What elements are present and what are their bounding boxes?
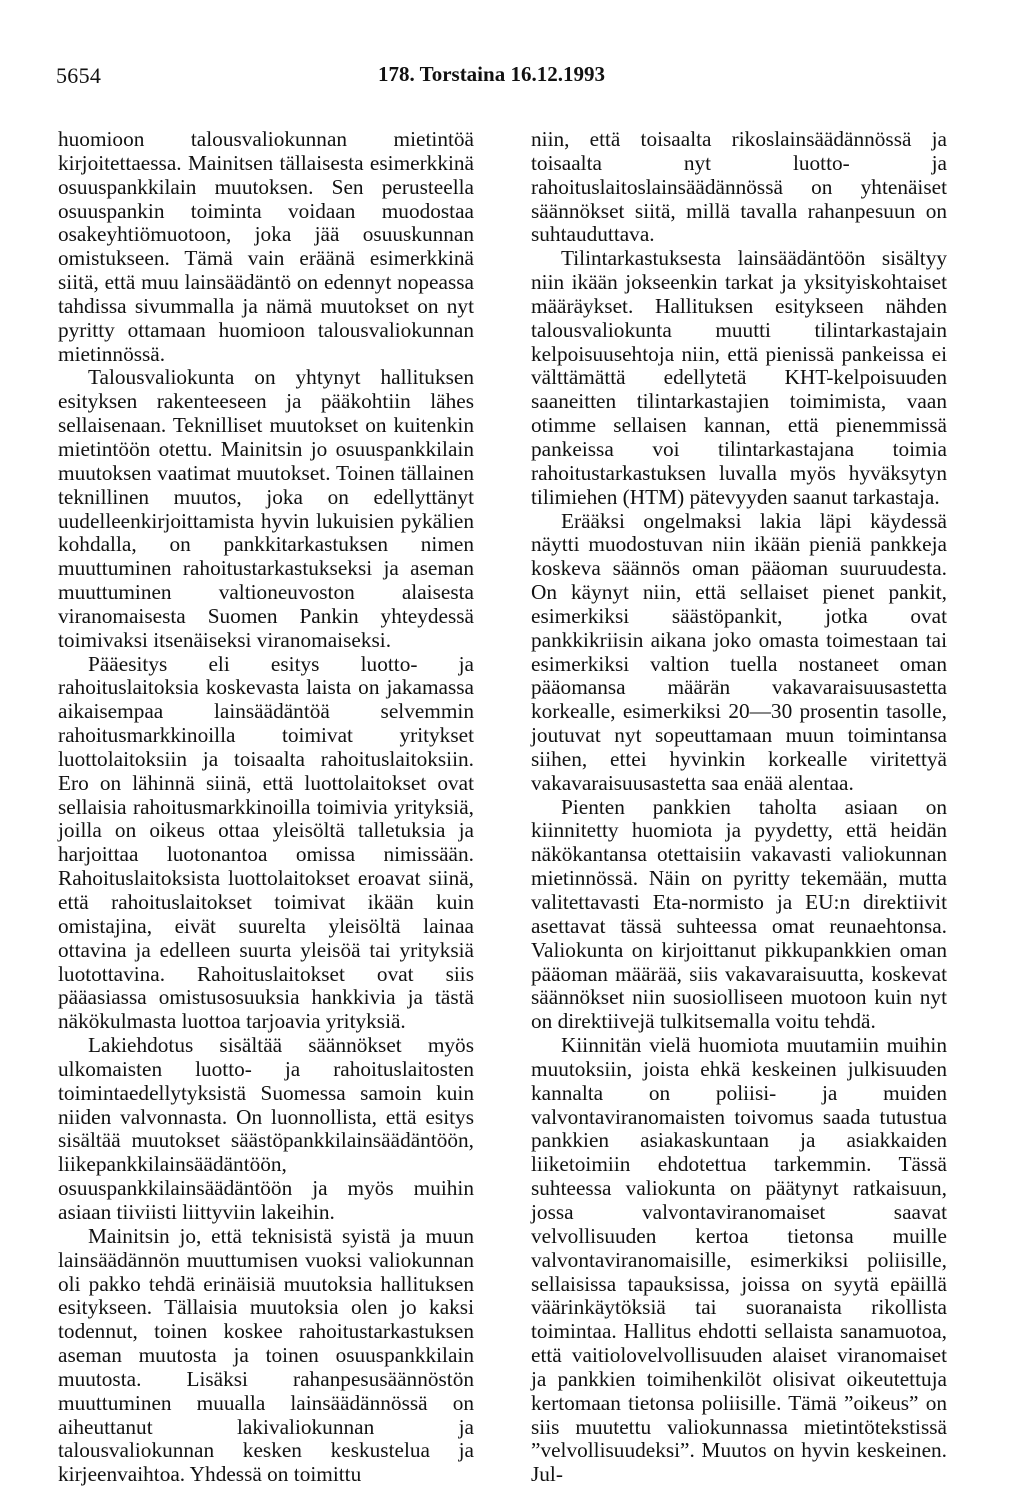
paragraph: Kiinnitän vielä huomiota muutamiin muihin muutoksiin, joista ehkä keskeinen julkisuuden kannalta on poliisi- ja muiden valvontaviranomaisten toivomus saada tutustua pankkien asiakaskuntaan ja asiakkaiden liiketoimiin ehdotettua tarkemmin. Tässä suhteessa valiokunta on päätynyt ratkaisuun, jossa valvontaviranomaiset saavat velvollisuuden kertoa tietonsa muille valvontaviranomaisille, esimerkiksi poliisille, sellaisissa tapauksissa, joissa on syytä epäillä väärinkäytöksiä tai suoranaista rikollista toimintaa. Hallitus ehdotti sellaista sanamuotoa, että vaitiolovelvollisuuden alaiset viranomaiset ja pankkien toimihenkilöt olisivat oikeutettuja kertomaan tietonsa poliisille. Tämä ”oikeus” on siis muutettu valiokunnassa mietintötekstissä ”velvollisuudeksi”. Muutos on hyvin keskeinen. Jul-	[531, 1033, 947, 1487]
paragraph: Pienten pankkien taholta asiaan on kiinnitetty huomiota ja pyydetty, että heidän näkökantansa otettaisiin vakavasti valiokunnan mietinnössä. Näin on pyritty tekemään, mutta valitettavasti Eta-normisto ja EU:n direktiivit asettavat tässä suhteessa omat reunaehtonsa. Valiokunta on kirjoittanut pikkupankkien oman pääoman määrää, siis vakavaraisuutta, koskevat säännökset niin suosiolliseen muotoon kuin nyt on direktiivejä tulkitsemalla voitu tehdä.	[531, 794, 947, 1034]
paragraph: Mainitsin jo, että teknisistä syistä ja muun lainsäädännön muuttumisen vuoksi valiokunnan oli pakko tehdä erinäisiä muutoksia hallituksen esitykseen. Tällaisia muutoksia olen jo kaksi todennut, toinen koskee rahoitustarkastuksen aseman muutosta ja toinen osuuspankkilain muutosta. Lisäksi rahanpesusäännöstön muuttuminen muualla lainsäädännössä on aiheuttanut lakivaliokunnan ja talousvaliokunnan kesken keskustelua ja kirjeenvaihtoa. Yhdessä on toimittu	[58, 1223, 474, 1487]
left-column	[58, 128, 474, 1487]
paragraph: huomioon talousvaliokunnan mietintöä kirjoitettaessa. Mainitsen tällaisesta esimerkkinä osuuspankkilain muutoksen. Sen perusteella osuuspankin toiminta voidaan muodostaa osakeyhtiömuotoon, joka jää osuuskunnan omistukseen. Tämä vain eräänä esimerkkinä siitä, että muu lainsäädäntö on edennyt nopeassa tahdissa sivummalla ja nämä muutokset on nyt pyritty ottamaan huomioon talousvaliokunnan mietinnössä.	[58, 127, 474, 366]
right-column	[531, 128, 947, 1487]
paragraph: Erääksi ongelmaksi lakia läpi käydessä näytti muodostuvan niin ikään pieniä pankkeja koskeva säännös oman pääoman suuruudesta. On käynyt niin, että sellaiset pienet pankit, esimerkiksi säästöpankit, jotka ovat pankkikriisin aikana joko omasta toimestaan tai esimerkiksi valtion tuella nostaneet oman pääomansa määrän vakavaraisuusastetta korkealle, esimerkiksi 20—30 prosentin tasolle, joutuvat nyt sopeuttamaan muun toimintansa siihen, ettei hyvinkin korkealle viritettyä vakavaraisuusastetta saa enää alentaa.	[531, 508, 947, 795]
paragraph: Talousvaliokunta on yhtynyt hallituksen esityksen rakenteeseen ja pääkohtiin lähes sellaisenaan. Teknilliset muutokset on kuitenkin mietintöön otettu. Mainitsin jo osuuspankkilain muutoksen vaatimat muutokset. Toinen tällainen teknillinen muutos, joka on edellyttänyt uudelleenkirjoittamista hyvin lukuisien pykälien kohdalla, on pankkitarkastuksen nimen muuttuminen rahoitustarkastukseksi ja aseman muuttuminen valtioneuvoston alaisesta viranomaisesta Suomen Pankin yhteydessä toimivaksi itsenäiseksi viranomaiseksi.	[58, 365, 474, 652]
paragraph: Lakiehdotus sisältää säännökset myös ulkomaisten luotto- ja rahoituslaitosten toimintaedellytyksistä Suomessa samoin kuin niiden valvonnasta. On luonnollista, että esitys sisältää muutokset säästöpankkilainsäädäntöön, liikepankkilainsäädäntöön, osuuspankkilainsäädäntöön ja myös muihin asiaan tiiviisti liittyviin lakeihin.	[58, 1033, 474, 1224]
page-number: 5654	[56, 63, 102, 88]
paragraph: niin, että toisaalta rikoslainsäädännössä ja toisaalta nyt luotto- ja rahoituslaitoslainsäädännössä on yhtenäiset säännökset siitä, millä tavalla rahanpesuun on suhtauduttava.	[531, 127, 947, 247]
paragraph: Pääesitys eli esitys luotto- ja rahoituslaitoksia koskevasta laista on jakamassa aikaisempaa lainsäädäntöä selvemmin rahoitusmarkkinoilla toimivat yritykset luottolaitoksiin ja toisaalta rahoituslaitoksiin. Ero on lähinnä siinä, että luottolaitokset ovat sellaisia rahoitusmarkkinoilla toimivia yrityksiä, joilla on oikeus ottaa yleisöltä talletuksia ja harjoittaa luotonantoa omissa nimissään. Rahoituslaitoksista luottolaitokset eroavat siinä, että rahoituslaitokset toimivat ikään kuin omistajina, eivät suurelta yleisöltä lainaa ottavina ja edelleen suurta yleisöä tai yrityksiä luotottavina. Rahoituslaitokset ovat siis pääasiassa omistusosuuksia hankkivia ja tästä näkökulmasta luottoa tarjoavia yrityksiä.	[58, 651, 474, 1034]
paragraph: Tilintarkastuksesta lainsäädäntöön sisältyy niin ikään jokseenkin tarkat ja yksityiskohtaiset määräykset. Hallituksen esitykseen nähden talousvaliokunta muutti tilintarkastajain kelpoisuusehtoja niin, että pienissä pankeissa ei välttämättä edellytetä KHT-kelpoisuuden saaneitten tilintarkastajien toimimista, vaan otimme sellaisen kannan, että pienemmissä pankeissa voi tilintarkastajana toimia rahoitustarkastuksen luvalla myös hyväksytyn tilimiehen (HTM) pätevyyden saanut tarkastaja.	[531, 246, 947, 509]
running-head: 178. Torstaina 16.12.1993	[378, 62, 605, 86]
